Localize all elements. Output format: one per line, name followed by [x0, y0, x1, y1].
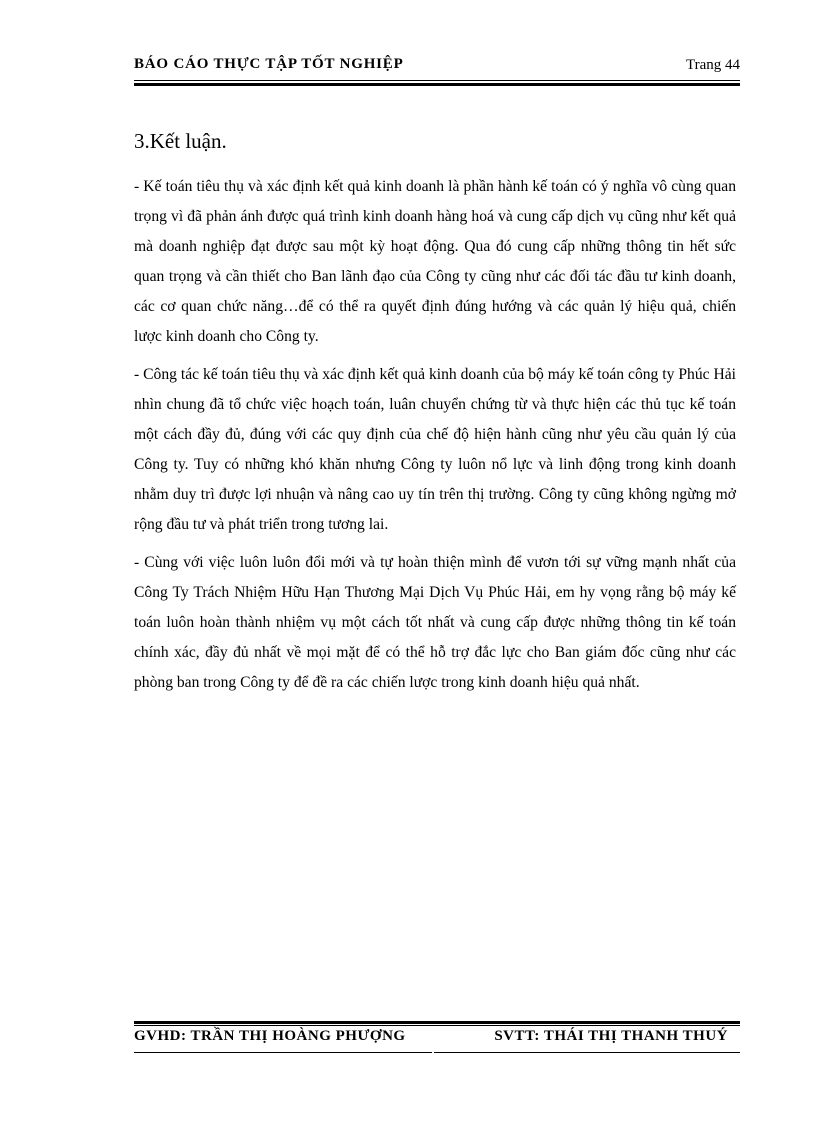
page-number: Trang 44 — [685, 57, 740, 73]
footer-rule-thick — [134, 1021, 740, 1024]
paragraph: - Cùng với việc luôn luôn đổi mới và tự hoàn thiện mình để vươn tới sự vững mạnh nhất của Công Ty Trách Nhiệm Hữu Hạn Thương Mại Dịch Vụ Phúc Hải, em hy vọng rằng bộ máy kế toán luôn hoàn thành nhiệm vụ một cách tốt nhất và cung cấp được những thông tin kế toán chính xác, đầy đủ nhất về mọi mặt để có thể hỗ trợ đắc lực cho Ban giám đốc cũng như các phòng ban trong Công ty để đề ra các chiến lược trong kinh doanh hiệu quả nhất. — [134, 554, 736, 691]
footer-underline-right — [434, 1052, 740, 1053]
footer-rule-thin — [134, 1025, 740, 1026]
paragraph: - Kế toán tiêu thụ và xác định kết quả kinh doanh là phần hành kế toán có ý nghĩa vô cùng quan trọng vì đã phản ánh được quá trình kinh doanh hàng hoá và cung cấp dịch vụ cũng như kết quả mà doanh nghiệp đạt được sau một kỳ hoạt động. Qua đó cung cấp những thông tin hết sức quan trọng và cần thiết cho Ban lãnh đạo của Công ty cũng như các đối tác đầu tư kinh doanh, các cơ quan chức năng…để có thể ra quyết định đúng hướng và các quản lý hiệu quả, chiến lược kinh doanh cho Công ty. — [134, 178, 736, 345]
header-rule-thin — [134, 80, 740, 81]
header-rule-thick — [134, 83, 740, 86]
report-title: BÁO CÁO THỰC TẬP TỐT NGHIỆP — [134, 56, 404, 72]
advisor-name: GVHD: TRẦN THỊ HOÀNG PHƯỢNG — [134, 1028, 406, 1044]
section-heading: 3.Kết luận. — [134, 129, 227, 153]
student-name: SVTT: THÁI THỊ THANH THUÝ — [494, 1028, 728, 1044]
paragraph: - Công tác kế toán tiêu thụ và xác định kết quả kinh doanh của bộ máy kế toán công ty Phúc Hải nhìn chung đã tổ chức việc hoạch toán, luân chuyển chứng từ và thực hiện các thủ tục kế toán một cách đầy đủ, đúng với các quy định của chế độ hiện hành cũng như yêu cầu quản lý của Công ty. Tuy có những khó khăn nhưng Công ty luôn nổ lực và linh động trong kinh doanh nhằm duy trì được lợi nhuận và nâng cao uy tín trên thị trường. Công ty cũng không ngừng mở rộng đầu tư và phát triển trong tương lai. — [134, 366, 736, 533]
body-text — [134, 172, 736, 706]
footer-underline-left — [134, 1052, 432, 1053]
page-footer — [134, 1028, 740, 1058]
page-header — [134, 56, 740, 86]
